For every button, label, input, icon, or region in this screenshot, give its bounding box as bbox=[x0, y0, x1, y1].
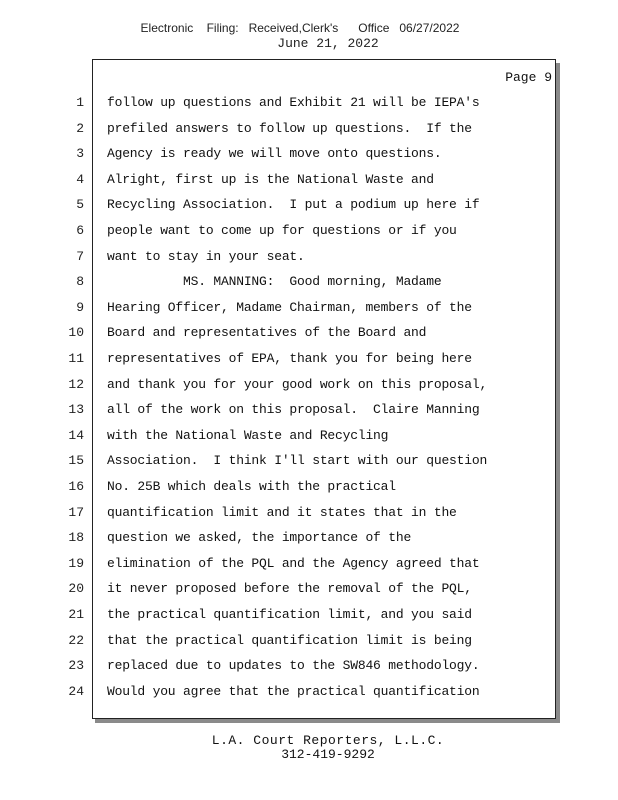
line-text: replaced due to updates to the SW846 methodology. bbox=[107, 658, 480, 673]
line-number: 8 bbox=[76, 274, 84, 289]
line-text: Alright, first up is the National Waste and bbox=[107, 172, 434, 187]
line-text: quantification limit and it states that in the bbox=[107, 505, 457, 520]
line-number: 2 bbox=[76, 121, 84, 136]
line-text: the practical quantification limit, and you said bbox=[107, 607, 472, 622]
line-number: 23 bbox=[68, 658, 84, 673]
footer-phone: 312-419-9292 bbox=[281, 747, 375, 762]
page-number: Page 9 bbox=[505, 70, 552, 85]
line-text: Association. I think I'll start with our question bbox=[107, 453, 488, 468]
line-text: all of the work on this proposal. Claire Manning bbox=[107, 402, 480, 417]
line-number: 4 bbox=[76, 172, 84, 187]
line-text: want to stay in your seat. bbox=[107, 249, 305, 264]
line-number: 18 bbox=[68, 530, 84, 545]
line-number: 24 bbox=[68, 684, 84, 699]
line-number: 17 bbox=[68, 505, 84, 520]
line-number: 13 bbox=[68, 402, 84, 417]
line-text: and thank you for your good work on this proposal, bbox=[107, 377, 488, 392]
line-number: 3 bbox=[76, 146, 84, 161]
line-text: people want to come up for questions or if you bbox=[107, 223, 457, 238]
line-number: 14 bbox=[68, 428, 84, 443]
line-number: 19 bbox=[68, 556, 84, 571]
line-number: 21 bbox=[68, 607, 84, 622]
line-text: prefiled answers to follow up questions. If the bbox=[107, 121, 472, 136]
line-number: 10 bbox=[68, 325, 84, 340]
line-number: 20 bbox=[68, 581, 84, 596]
footer-company: L.A. Court Reporters, L.L.C. bbox=[211, 733, 445, 748]
line-text: Would you agree that the practical quantification bbox=[107, 684, 480, 699]
filing-stamp: Electronic Filing: Received,Clerk's Office 06/27/2022 bbox=[140, 21, 460, 35]
line-number: 1 bbox=[76, 95, 84, 110]
line-number: 5 bbox=[76, 197, 84, 212]
line-text: follow up questions and Exhibit 21 will be IEPA's bbox=[107, 95, 480, 110]
line-text: MS. MANNING: Good morning, Madame bbox=[107, 274, 442, 289]
line-text: Recycling Association. I put a podium up here if bbox=[107, 197, 480, 212]
line-text: that the practical quantification limit is being bbox=[107, 633, 472, 648]
line-text: No. 25B which deals with the practical bbox=[107, 479, 396, 494]
line-number: 7 bbox=[76, 249, 84, 264]
line-number: 22 bbox=[68, 633, 84, 648]
line-number: 15 bbox=[68, 453, 84, 468]
line-text: Board and representatives of the Board and bbox=[107, 325, 427, 340]
line-text: it never proposed before the removal of the PQL, bbox=[107, 581, 472, 596]
line-number: 16 bbox=[68, 479, 84, 494]
line-number: 12 bbox=[68, 377, 84, 392]
line-text: with the National Waste and Recycling bbox=[107, 428, 389, 443]
transcript-date: June 21, 2022 bbox=[277, 36, 379, 51]
line-text: Hearing Officer, Madame Chairman, members of the bbox=[107, 300, 472, 315]
line-text: elimination of the PQL and the Agency agreed that bbox=[107, 556, 480, 571]
line-number: 6 bbox=[76, 223, 84, 238]
line-text: representatives of EPA, thank you for being here bbox=[107, 351, 472, 366]
line-number: 11 bbox=[68, 351, 84, 366]
line-text: Agency is ready we will move onto questions. bbox=[107, 146, 442, 161]
line-number: 9 bbox=[76, 300, 84, 315]
line-text: question we asked, the importance of the bbox=[107, 530, 412, 545]
